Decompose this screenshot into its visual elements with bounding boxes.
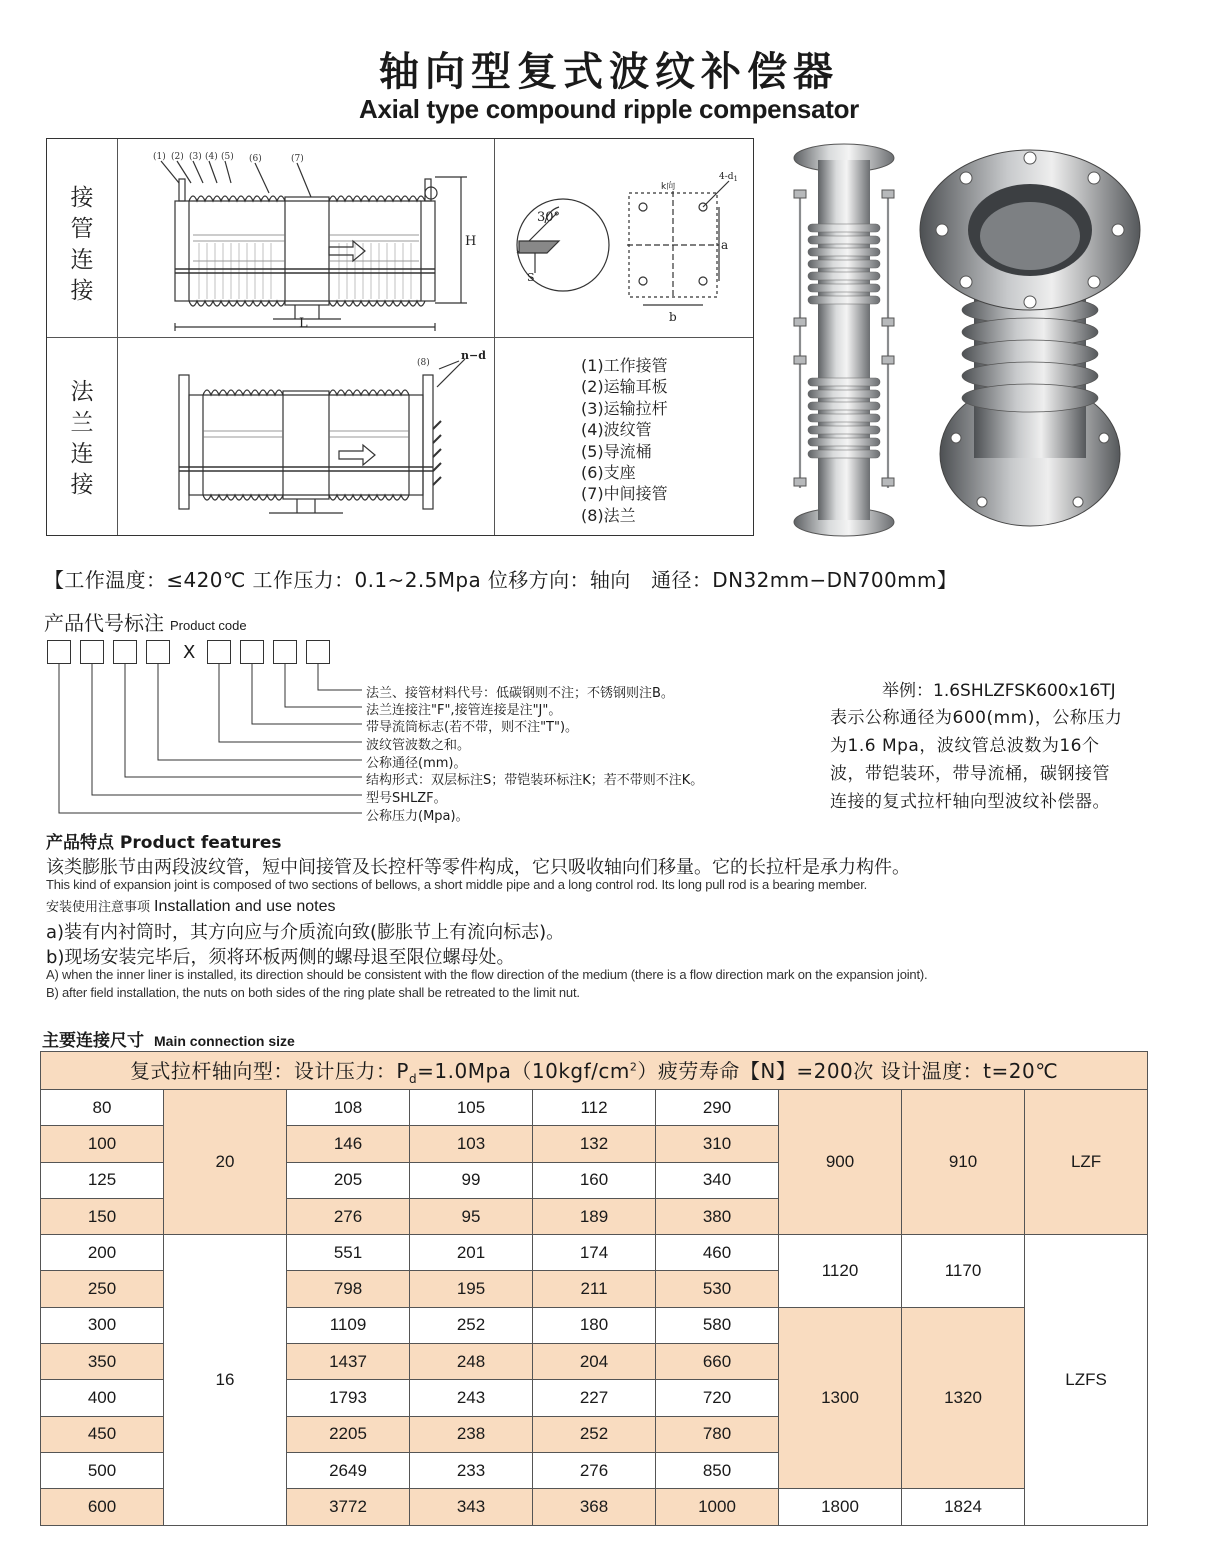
code-desc-pressure: 公称压力(Mpa)。 (366, 809, 469, 824)
table-cell: 1109 (287, 1307, 410, 1343)
table-cell: 780 (656, 1416, 779, 1452)
table-cell: 211 (533, 1271, 656, 1307)
code-separator: X (183, 642, 196, 663)
table-cell: 250 (41, 1271, 164, 1307)
table-cell: 530 (656, 1271, 779, 1307)
photo-compensator-side (782, 138, 906, 538)
table-cell: 200 (41, 1235, 164, 1271)
example-label: 举例：1.6SHLZFSK600x16TJ (882, 681, 1116, 701)
code-desc-structure: 结构形式：双层标注S；带铠装环标注K；若不带则不注K。 (366, 773, 704, 788)
table-cell: 248 (410, 1344, 533, 1380)
table-cell: 146 (287, 1126, 410, 1162)
table-cell: 720 (656, 1380, 779, 1416)
table-cell: 180 (533, 1307, 656, 1343)
page-title: 轴向型复式波纹补偿器 (379, 49, 839, 95)
list-item: (5)导流桶 (581, 441, 652, 461)
pipe-connection-label: 接管连接 (70, 185, 94, 304)
table-cell: 300 (41, 1307, 164, 1343)
callout-3: (3) (189, 152, 202, 162)
size-heading: 主要连接尺寸 Main connection size (42, 1031, 295, 1051)
callout-5: (5) (221, 152, 234, 162)
callout-7: (7) (291, 154, 304, 164)
list-item: (1)工作接管 (581, 356, 668, 375)
table-cell: 350 (41, 1344, 164, 1380)
table-cell: 1000 (656, 1489, 779, 1525)
table-header: 复式拉杆轴向型：设计压力：$P_d=1.0Mpa(10kgf/cm^2)$疲劳寿命【N】=200次 设计温度：t=20℃ (41, 1052, 1148, 1090)
code-desc-diameter: 公称通径(mm)。 (366, 756, 467, 771)
table-cell: 460 (656, 1235, 779, 1271)
table-cell: 400 (41, 1380, 164, 1416)
table-cell: 204 (533, 1344, 656, 1380)
code-desc-material: 法兰、接管材料代号：低碳钢则不注；不锈钢则注B。 (366, 686, 674, 701)
example-line: 波，带铠装环，带导流桶，碳钢接管 (830, 764, 1110, 784)
table-cell: 276 (533, 1452, 656, 1488)
list-item: (6)支座 (581, 463, 636, 483)
size-table (40, 1051, 1148, 1526)
table-cell: 160 (533, 1162, 656, 1198)
dimension-b: b (669, 310, 677, 324)
table-cell: 108 (287, 1090, 410, 1126)
note-a-en: A) when the inner liner is installed, its direction should be consistent with the flow direction of the medium (there is a flow direction mark on the expansion joint). (46, 967, 928, 982)
table-cell: 105 (410, 1090, 533, 1126)
table-cell: 910 (902, 1090, 1025, 1235)
table-cell: 900 (779, 1090, 902, 1235)
note-b-cn: b)现场安装完毕后，须将环板两侧的螺母退至限位螺母处。 (46, 947, 515, 968)
code-desc-liner: 带导流筒标志(若不带，则不注"T")。 (366, 720, 579, 735)
table-cell: 551 (287, 1235, 410, 1271)
notes-heading: 安装使用注意事项 Installation and use notes (46, 898, 336, 915)
table-cell: 1170 (902, 1235, 1025, 1308)
example-line: 连接的复式拉杆轴向型波纹补偿器。 (830, 792, 1110, 812)
callout-2: (2) (171, 152, 184, 162)
product-code-heading: 产品代号标注 Product code (44, 611, 247, 635)
table-cell: 174 (533, 1235, 656, 1271)
features-text-en: This kind of expansion joint is composed of two sections of bellows, a short middle pipe and a long control rod. Its long pull rod is a bearing member. (46, 877, 868, 892)
table-cell: 450 (41, 1416, 164, 1452)
table-cell: 290 (656, 1090, 779, 1126)
list-item: (4)波纹管 (581, 420, 652, 440)
table-cell: 1120 (779, 1235, 902, 1308)
flange-connection-label: 法兰连接 (70, 379, 94, 498)
dimension-a: a (721, 238, 729, 252)
table-row (41, 1090, 1148, 1126)
table-cell: 132 (533, 1126, 656, 1162)
page-subtitle: Axial type compound ripple compensator (358, 94, 860, 124)
table-cell: 227 (533, 1380, 656, 1416)
table-cell: 500 (41, 1452, 164, 1488)
table-cell: 1437 (287, 1344, 410, 1380)
table-cell: 95 (410, 1198, 533, 1234)
table-cell: 238 (410, 1416, 533, 1452)
table-cell: 343 (410, 1489, 533, 1525)
flange-holes: n−d (461, 349, 486, 362)
table-cell: 243 (410, 1380, 533, 1416)
photo-compensator-flange (912, 138, 1148, 534)
code-desc-connection: 法兰连接注"F",接管连接是注"J"。 (366, 703, 562, 718)
dimension-h: H (465, 234, 477, 249)
features-text-cn: 该类膨胀节由两段波纹管，短中间接管及长控杆等零件构成，它只吸收轴向们移量。它的长拉杆是承力构件。 (46, 857, 910, 878)
table-cell: 100 (41, 1126, 164, 1162)
table-cell: 380 (656, 1198, 779, 1234)
table-cell: 310 (656, 1126, 779, 1162)
table-cell: 600 (41, 1489, 164, 1525)
table-cell: 2649 (287, 1452, 410, 1488)
wave-count: 20 (164, 1090, 287, 1235)
model-code: LZFS (1025, 1235, 1148, 1525)
table-cell: 112 (533, 1090, 656, 1126)
example-line: 表示公称通径为600(mm)，公称压力 (830, 708, 1123, 728)
wave-count: 16 (164, 1235, 287, 1525)
note-b-en: B) after field installation, the nuts on both sides of the ring plate shall be retreated to the limit nut. (46, 985, 580, 1000)
features-heading: 产品特点 Product features (46, 833, 282, 853)
list-item: (2)运输耳板 (581, 377, 668, 397)
weld-angle: 30° (537, 210, 561, 225)
table-cell: 1800 (779, 1489, 902, 1525)
table-cell: 195 (410, 1271, 533, 1307)
table-cell: 99 (410, 1162, 533, 1198)
example-line: 为1.6 Mpa，波纹管总波数为16个 (830, 736, 1100, 756)
view-k: k向 (661, 182, 676, 192)
table-cell: 340 (656, 1162, 779, 1198)
table-cell: 1300 (779, 1307, 902, 1488)
list-item: (3)运输拉杆 (581, 398, 668, 418)
dimension-s: S (527, 271, 535, 284)
table-cell: 850 (656, 1452, 779, 1488)
note-a-cn: a)装有内衬筒时，其方向应与介质流向致(膨胀节上有流向标志)。 (46, 922, 565, 943)
spec-summary: 【工作温度：≤420℃ 工作压力：0.1~2.5Mpa 位移方向：轴向 通径：DN32mm−DN700mm】 (44, 568, 958, 592)
table-cell: 660 (656, 1344, 779, 1380)
code-desc-waves: 波纹管波数之和。 (366, 738, 471, 753)
table-cell: 252 (410, 1307, 533, 1343)
list-item: (7)中间接管 (581, 484, 668, 504)
table-cell: 205 (287, 1162, 410, 1198)
table-cell: 580 (656, 1307, 779, 1343)
table-cell: 368 (533, 1489, 656, 1525)
table-cell: 103 (410, 1126, 533, 1162)
table-cell: 80 (41, 1090, 164, 1126)
table-cell: 798 (287, 1271, 410, 1307)
table-cell: 233 (410, 1452, 533, 1488)
callout-4: (4) (205, 152, 218, 162)
table-cell: 189 (533, 1198, 656, 1234)
model-code: LZF (1025, 1090, 1148, 1235)
table-cell: 201 (410, 1235, 533, 1271)
callout-1: (1) (153, 152, 166, 162)
hole-count: $4-d_1$ (719, 172, 738, 183)
dimension-l: L (299, 316, 308, 331)
table-cell: 3772 (287, 1489, 410, 1525)
table-cell: 252 (533, 1416, 656, 1452)
table-cell: 276 (287, 1198, 410, 1234)
table-cell: 1824 (902, 1489, 1025, 1525)
table-cell: 1320 (902, 1307, 1025, 1488)
callout-8: (8) (417, 358, 430, 368)
table-cell: 2205 (287, 1416, 410, 1452)
table-cell: 150 (41, 1198, 164, 1234)
table-cell: 1793 (287, 1380, 410, 1416)
table-row (41, 1235, 1148, 1271)
callout-6: (6) (249, 154, 262, 164)
list-item: (8)法兰 (581, 505, 636, 525)
code-desc-model: 型号SHLZF。 (366, 791, 447, 806)
table-cell: 125 (41, 1162, 164, 1198)
